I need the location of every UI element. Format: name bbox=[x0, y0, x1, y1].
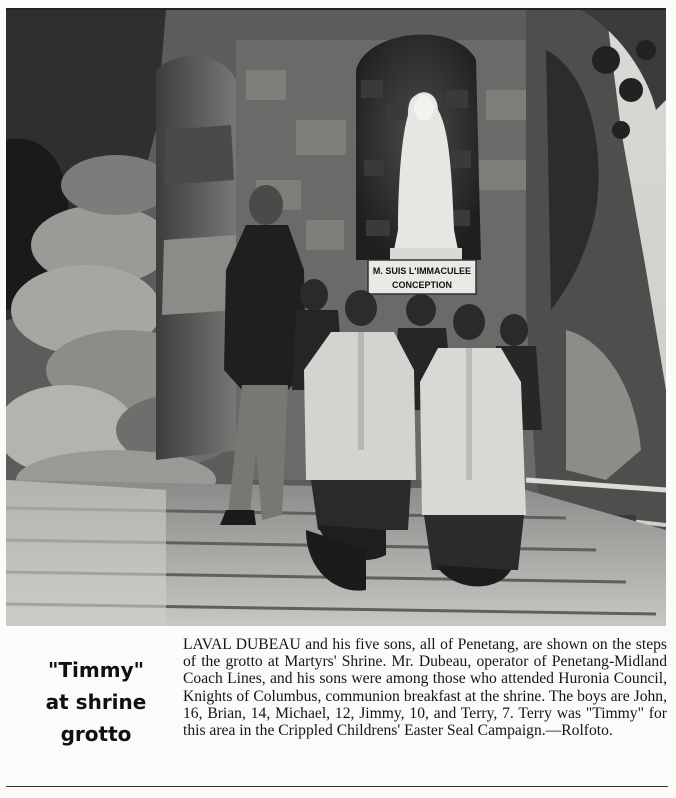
headline bbox=[20, 654, 172, 750]
plaque-text-line2: CONCEPTION bbox=[391, 280, 453, 290]
headline-line-2: at shrine bbox=[45, 690, 147, 714]
photo-caption bbox=[183, 636, 667, 739]
plaque-text-line1: M. SUIS L'IMMACULEE bbox=[372, 266, 472, 276]
shrine-grotto-photo bbox=[6, 10, 666, 626]
headline-line-3: grotto bbox=[60, 722, 132, 746]
caption-lead-name: LAVAL DUBEAU bbox=[183, 636, 301, 653]
caption-paragraph bbox=[183, 636, 667, 739]
bottom-rule bbox=[6, 786, 668, 787]
headline-line-1: "Timmy" bbox=[47, 658, 145, 682]
caption-body: and his five sons, all of Penetang, are shown on the steps of the grotto at Martyrs' Shrine. Mr. Dubeau, operator of Penetang-Midland Coach Lines, and his sons were among those who attended Huronia Council, Knights of Columbus, communion breakfast at the shrine. The boys are John, 16, Brian, 14, Michael, 12, Jimmy, 10, and Terry, 7. Terry was "Timmy" for this area in the Crippled Childrens' Easter Seal Campaign.—Rolfoto. bbox=[183, 636, 667, 740]
